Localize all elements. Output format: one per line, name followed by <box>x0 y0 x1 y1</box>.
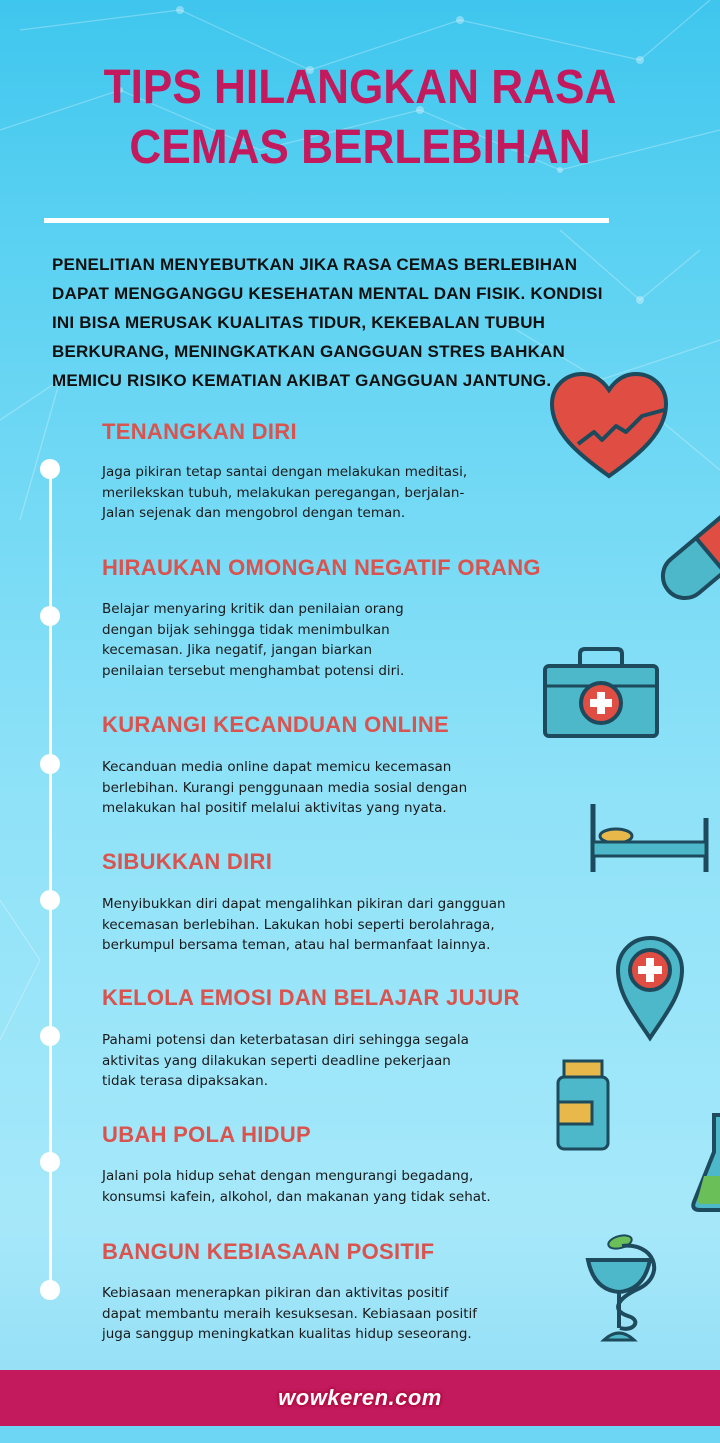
tip-line: dengan bijak sehingga tidak menimbulkan <box>102 621 390 638</box>
timeline-dot <box>40 1280 60 1300</box>
tip-description <box>102 894 506 956</box>
title-line-2: CEMAS BERLEBIHAN <box>129 121 591 174</box>
tip-line: melakukan hal positif melalui aktivitas yang nyata. <box>102 800 447 816</box>
medicine-bottle-icon <box>555 1058 611 1152</box>
footer-bar <box>0 1370 720 1426</box>
tip-line: merilekskan tubuh, melakukan peregangan, berjalan- <box>102 484 465 501</box>
tip-line: Jaga pikiran tetap santai dengan melakukan meditasi, <box>102 464 468 480</box>
first-aid-kit-icon <box>542 646 660 740</box>
hospital-bed-icon <box>588 802 712 874</box>
title-line-1: TIPS HILANGKAN RASA <box>103 61 617 114</box>
intro-line: BERKURANG, MENINGKATKAN GANGGUAN STRES BAHKAN <box>52 342 566 361</box>
tip-title: SIBUKKAN DIRI <box>102 849 273 874</box>
tip-line: tidak terasa dipaksakan. <box>102 1073 269 1089</box>
page-title <box>66 58 655 178</box>
tip-description <box>102 462 467 524</box>
tip-title: KELOLA EMOSI DAN BELAJAR JUJUR <box>102 985 520 1010</box>
tip-title: TENANGKAN DIRI <box>102 419 297 444</box>
timeline-dot <box>40 459 60 479</box>
tip-description <box>102 757 467 819</box>
tip-line: kecemasan. Jika negatif, jangan biarkan <box>102 642 373 658</box>
tip-description <box>102 1166 491 1207</box>
tip-line: Pahami potensi dan keterbatasan diri sehingga segala <box>102 1032 469 1048</box>
timeline-dot <box>40 1026 60 1046</box>
tip-line: Jalan sejenak dan mengobrol dengan teman. <box>102 505 406 521</box>
intro-paragraph <box>52 250 612 395</box>
timeline-dot <box>40 890 60 910</box>
tip-line: Jalani pola hidup sehat dengan mengurangi begadang, <box>102 1168 474 1184</box>
tip-line: konsumsi kafein, alkohol, dan makanan yang tidak sehat. <box>102 1188 491 1205</box>
tip-title: BANGUN KEBIASAAN POSITIF <box>102 1239 435 1264</box>
tip-description <box>102 1030 469 1092</box>
title-divider <box>44 218 609 223</box>
tip-title: HIRAUKAN OMONGAN NEGATIF ORANG <box>102 555 541 580</box>
tip-title: UBAH POLA HIDUP <box>102 1122 312 1147</box>
tip-line: penilaian tersebut menghambat potensi diri. <box>102 662 405 679</box>
tip-title: KURANGI KECANDUAN ONLINE <box>102 712 449 737</box>
flask-icon <box>688 1112 720 1214</box>
tip-description <box>102 599 404 681</box>
intro-line: PENELITIAN MENYEBUTKAN JIKA RASA CEMAS BERLEBIHAN <box>52 255 578 274</box>
tip-description <box>102 1283 477 1345</box>
timeline-dot <box>40 606 60 626</box>
pill-capsule-icon <box>640 506 720 610</box>
intro-line: DAPAT MENGGANGGU KESEHATAN MENTAL DAN FISIK. KONDISI <box>52 284 603 303</box>
footer-strip <box>0 1426 720 1443</box>
pharmacy-bowl-icon <box>584 1232 664 1344</box>
timeline-dot <box>40 1152 60 1172</box>
tip-line: Kecanduan media online dapat memicu kecemasan <box>102 759 452 775</box>
tip-line: Menyibukkan diri dapat mengalihkan pikiran dari gangguan <box>102 896 506 912</box>
tip-line: juga sanggup meningkatkan kualitas hidup seseorang. <box>102 1326 472 1342</box>
tip-line: kecemasan berlebihan. Lakukan hobi seperti berolahraga, <box>102 916 495 933</box>
intro-line: INI BISA MERUSAK KUALITAS TIDUR, KEKEBALAN TUBUH <box>52 313 546 332</box>
tip-line: aktivitas yang dilakukan seperti deadline pekerjaan <box>102 1052 451 1069</box>
tip-line: Kebiasaan menerapkan pikiran dan aktivitas positif <box>102 1285 449 1301</box>
tip-line: Belajar menyaring kritik dan penilaian orang <box>102 601 404 617</box>
tip-line: berkumpul bersama teman, atau hal bermanfaat lainnya. <box>102 937 491 953</box>
timeline-dot <box>40 754 60 774</box>
location-pin-cross-icon <box>614 934 686 1042</box>
intro-line: MEMICU RISIKO KEMATIAN AKIBAT GANGGUAN JANTUNG. <box>52 371 552 390</box>
broken-heart-icon <box>548 370 670 482</box>
site-logo[interactable]: wowkeren.com <box>278 1385 442 1410</box>
tip-line: dapat membantu meraih kesuksesan. Kebiasaan positif <box>102 1305 478 1322</box>
tip-line: berlebihan. Kurangi penggunaan media sosial dengan <box>102 779 468 796</box>
